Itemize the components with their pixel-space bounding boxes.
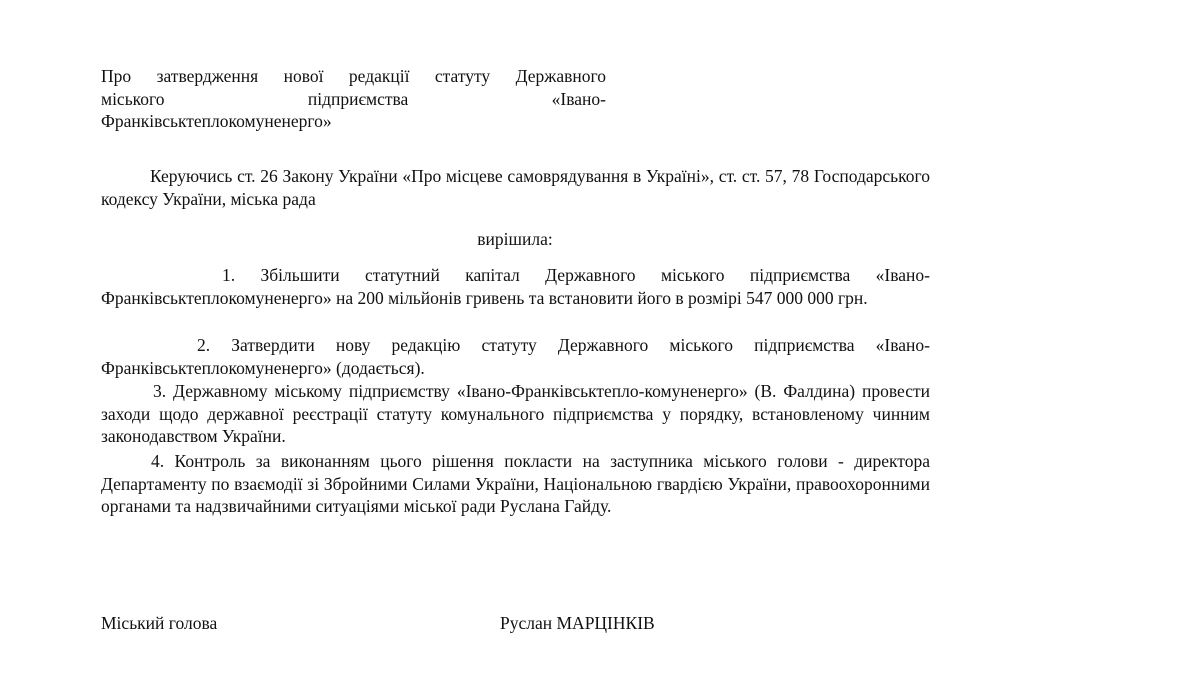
title-line-3: Франківськтеплокомуненерго» (101, 111, 332, 131)
signature-role: Міський голова (101, 613, 218, 633)
decision-item-2: 2. Затвердити нову редакцію статуту Державного міського підприємства «Івано-Франківськтеплокомуненерго» (додається). (101, 335, 930, 378)
preamble-paragraph: Керуючись ст. 26 Закону України «Про місцеве самоврядування в Україні», ст. ст. 57, 78 Господарського кодексу України, міська рада (101, 166, 930, 209)
decided-heading: вирішила: (477, 229, 553, 249)
document-title (101, 65, 606, 133)
decision-item-1: 1. Збільшити статутний капітал Державного міського підприємства «Івано-Франківськтеплокомуненерго» на 200 мільйонів гривень та встановити його в розмірі 547 000 000 грн. (101, 265, 930, 308)
title-line-1: Про затвердження нової редакції статуту Державного (101, 66, 606, 86)
decision-item-4: 4. Контроль за виконанням цього рішення покласти на заступника міського голови - директора Департаменту по взаємодії зі Збройними Силами України, Національною гвардією України, правоохоронними органами та надзвичайними ситуаціями міської ради Руслана Гайду. (101, 451, 930, 516)
title-line-2: міського підприємства «Івано- (101, 88, 606, 109)
decision-item-3: 3. Державному міському підприємству «Івано-Франківськтепло-комуненерго» (В. Фалдина) провести заходи щодо державної реєстрації статуту комунального підприємства у порядку, встановленому чинним законодавством України. (101, 381, 930, 446)
signature-name: Руслан МАРЦІНКІВ (500, 613, 655, 633)
